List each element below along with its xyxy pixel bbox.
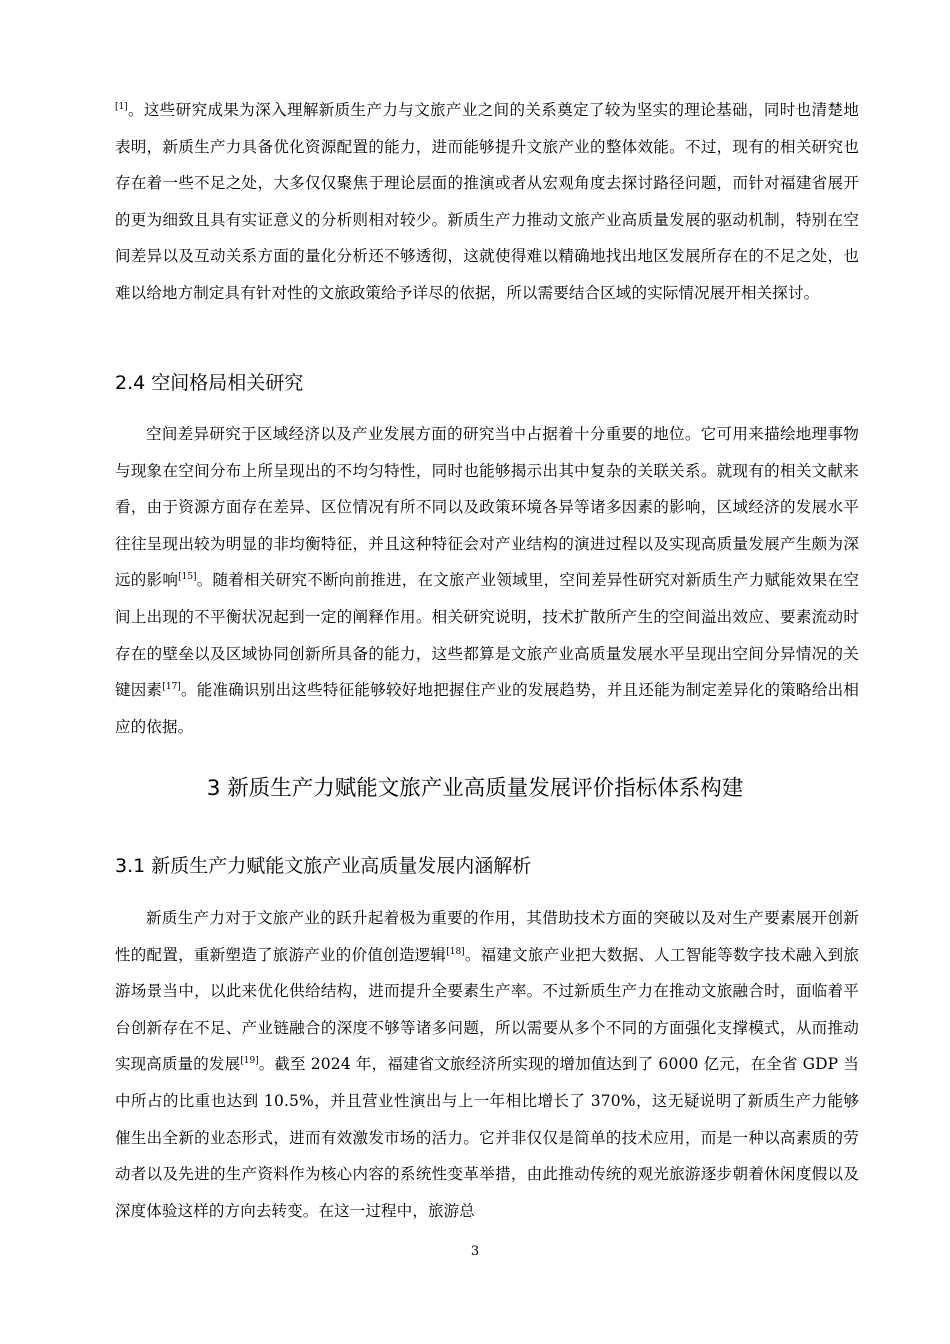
citation-ref: [19] <box>240 1056 259 1067</box>
paragraph-text: 。截至 2024 年，福建省文旅经济所实现的增加值达到了 6000 亿元，在全省 GDP 当中所占的比重也达到 10.5%，并且营业性演出与上一年相比增长了 370%，这无疑说明了新质生产力能够催生出全新的业态形式，进而有效激发市场的活力。它并非仅仅是简单的技术应用，而是一种以高素质的劳动者以及先进的生产资料作为核心内容的系统性变革举措，由此推动传统的观光旅游逐步朝着休闲度假以及深度体验这样的方向去转变。在这一过程中，旅游总 <box>115 1055 859 1220</box>
citation-ref: [17] <box>162 682 181 692</box>
paragraph-text: 。能准确识别出这些特征能够较好地把握住产业的发展趋势，并且还能为制定差异化的策略给出相应的依据。 <box>115 681 860 736</box>
section-heading-2-4: 2.4 空间格局相关研究 <box>115 372 304 394</box>
paragraph-text: 。福建文旅产业把大数据、人工智能等数字技术融入到旅游场景当中，以此来优化供给结构，进而提升全要素生产率。不过新质生产力在推动文旅融合时，面临着平台创新存在不足、产业链融合的深度不够等诸多问题，所以需要从多个不同的方面强化支撑模式，从而推动实现高质量的发展 <box>115 945 859 1074</box>
paragraph <box>115 900 859 1229</box>
paragraph <box>115 416 859 745</box>
body-paragraph-spatial <box>115 416 859 745</box>
citation-ref: [15] <box>178 572 197 583</box>
section-heading-3-1: 3.1 新质生产力赋能文旅产业高质量发展内涵解析 <box>115 855 532 877</box>
paragraph-text: 空间差异研究于区域经济以及产业发展方面的研究当中占据着十分重要的地位。它可用来描绘地理事物与现象在空间分布上所呈现出的不均匀特性，同时也能够揭示出其中复杂的关联关系。就现有的相关文献来看，由于资源方面存在差异、区位情况有所不同以及政策环境各异等诸多因素的影响，区域经济的发展水平往往呈现出较为明显的非均衡特征，并且这种特征会对产业结构的演进过程以及实现高质量发展产生颇为深远的影响 <box>115 425 859 590</box>
paragraph <box>115 92 859 312</box>
citation-ref: [1] <box>115 101 128 112</box>
chapter-heading-3: 3 新质生产力赋能文旅产业高质量发展评价指标体系构建 <box>206 776 744 801</box>
citation-ref: [18] <box>446 946 465 957</box>
body-paragraph-connotation <box>115 900 859 1229</box>
body-paragraph-continued <box>115 92 859 312</box>
paragraph-text: 。随着相关研究不断向前推进，在文旅产业领域里，空间差异性研究对新质生产力赋能效果在空间上出现的不平衡状况起到一定的阐释作用。相关研究说明，技术扩散所产生的空间溢出效应、要素流动时存在的壁垒以及区域协同创新所具备的能力，这些都算是文旅产业高质量发展水平呈现出空间分异情况的关键因素 <box>115 571 859 700</box>
paragraph-text: 。这些研究成果为深入理解新质生产力与文旅产业之间的关系奠定了较为坚实的理论基础，同时也清楚地表明，新质生产力具备优化资源配置的能力，进而能够提升文旅产业的整体效能。不过，现有的相关研究也存在着一些不足之处，大多仅仅聚焦于理论层面的推演或者从宏观角度去探讨路径问题，而针对福建省展开的更为细致且具有实证意义的分析则相对较少。新质生产力推动文旅产业高质量发展的驱动机制，特别在空间差异以及互动关系方面的量化分析还不够透彻，这就使得难以精确地找出地区发展所存在的不足之处，也难以给地方制定具有针对性的文旅政策给予详尽的依据，所以需要结合区域的实际情况展开相关探讨。 <box>115 101 859 302</box>
paragraph-text: 新质生产力对于文旅产业的跃升起着极为重要的作用，其借助技术方面的突破以及对生产要素展开创新性的配置，重新塑造了旅游产业的价值创造逻辑 <box>115 909 859 964</box>
page-number: 3 <box>470 1244 480 1259</box>
